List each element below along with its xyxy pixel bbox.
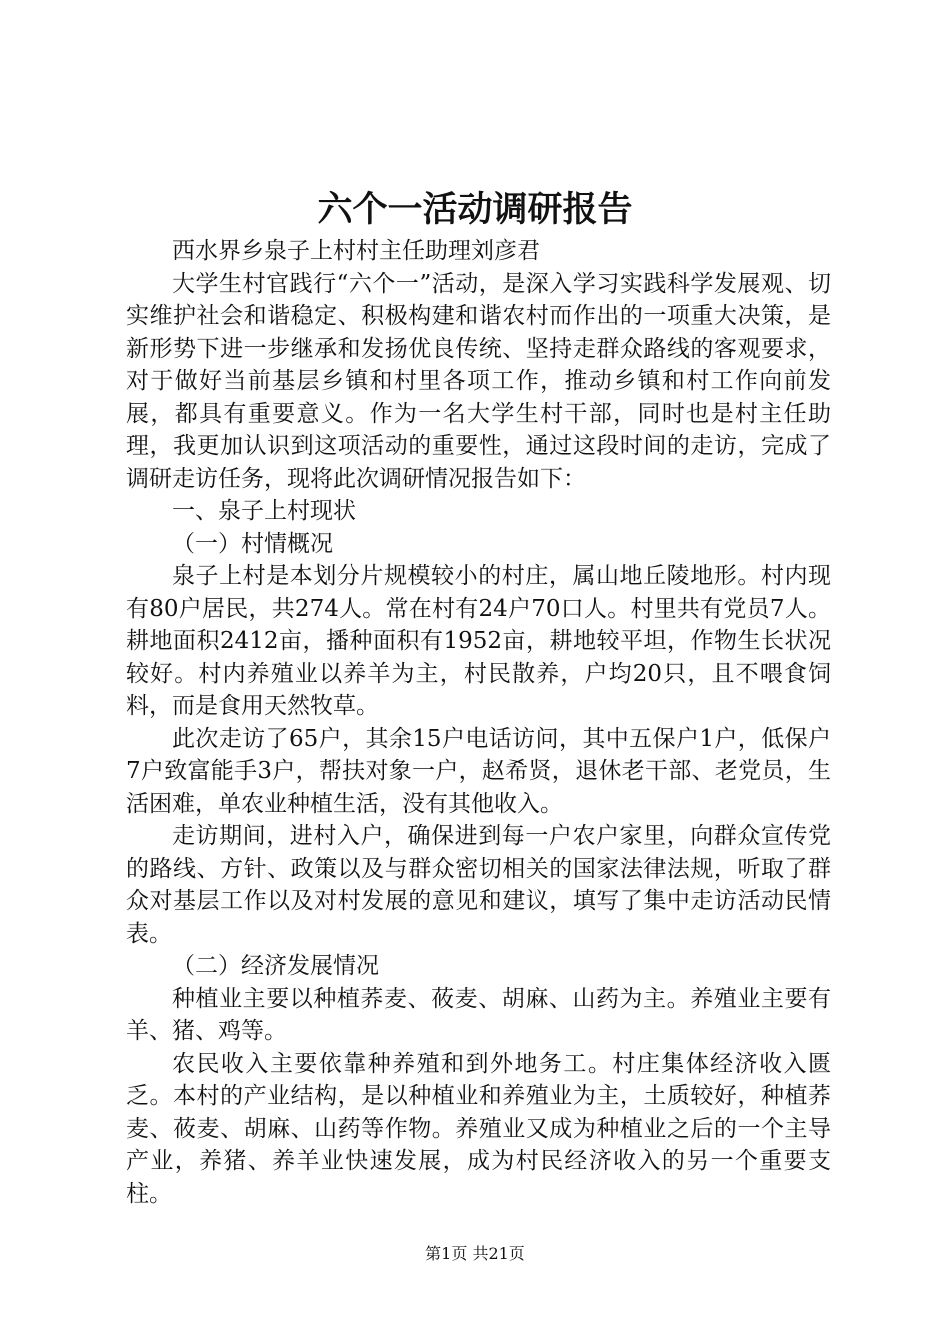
subsection-heading-overview: （一）村情概况 (172, 530, 333, 557)
paragraph-visit-period: 走访期间，进村入户，确保进到每一户农户家里，向群众宣传党的路线、方针、政策以及与群众密切相关的国家法律法规，听取了群众对基层工作以及对村发展的意见和建议，填写了集中走访活动民情表。 (126, 823, 831, 947)
page-footer: 第1页 共21页 (425, 1244, 525, 1263)
paragraph-visits: 此次走访了65户，其余15户电话访问，其中五保户1户，低保户7户致富能手3户，帮扶对象一户，赵希贤，退休老干部、老党员，生活困难，单农业种植生活，没有其他收入。 (126, 725, 831, 817)
paragraph-intro: 大学生村官践行“六个一”活动，是深入学习实践科学发展观、切实维护社会和谐稳定、积极构建和谐农村而作出的一项重大决策，是新形势下进一步继承和发扬优良传统、坚持走群众路线的客观要求，对于做好当前基层乡镇和村里各项工作，推动乡镇和村工作向前发展，都具有重要意义。作为一名大学生村干部，同时也是村主任助理，我更加认识到这项活动的重要性，通过这段时间的走访，完成了调研走访任务，现将此次调研情况报告如下： (126, 270, 831, 492)
paragraph-agriculture: 种植业主要以种植荞麦、莜麦、胡麻、山药为主。养殖业主要有羊、猪、鸡等。 (126, 985, 831, 1044)
paragraph-village-overview: 泉子上村是本划分片规模较小的村庄，属山地丘陵地形。村内现有80户居民，共274人。常在村有24户70口人。村里共有党员7人。耕地面积2412亩，播种面积有1952亩，耕地较平坦，作物生长状况较好。村内养殖业以养羊为主，村民散养，户均20只，且不喂食饲料，而是食用天然牧草。 (126, 563, 831, 719)
subsection-heading-economy: （二）经济发展情况 (172, 953, 379, 979)
author-line: 西水界乡泉子上村村主任助理刘彦君 (172, 238, 540, 264)
document-body (126, 235, 831, 1210)
document-title: 六个一活动调研报告 (317, 189, 633, 230)
paragraph-income: 农民收入主要依靠种养殖和到外地务工。村庄集体经济收入匮乏。本村的产业结构，是以种植业和养殖业为主，土质较好，种植荞麦、莜麦、胡麻、山药等作物。养殖业又成为种植业之后的一个主导产业，养猪、养羊业快速发展，成为村民经济收入的另一个重要支柱。 (126, 1050, 831, 1207)
section-heading-status: 一、泉子上村现状 (172, 498, 356, 524)
